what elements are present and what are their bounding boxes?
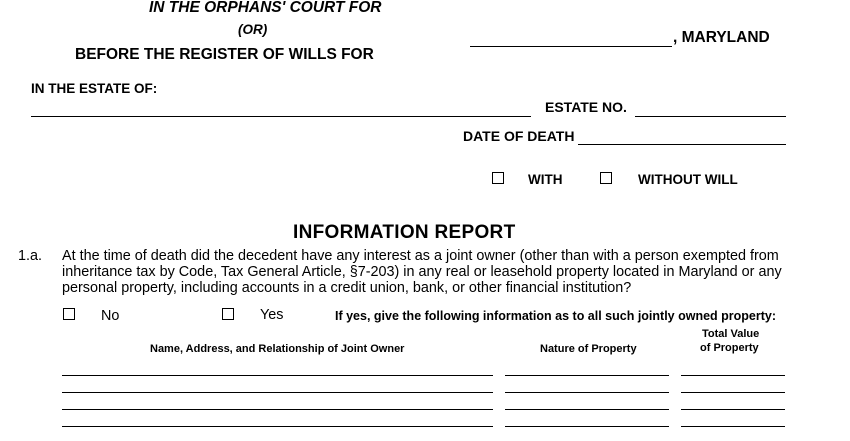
report-title: INFORMATION REPORT — [293, 222, 516, 243]
col-owner-header: Name, Address, and Relationship of Joint Owner — [150, 343, 405, 355]
estate-of-label: IN THE ESTATE OF: — [31, 81, 158, 96]
row-line — [505, 375, 669, 376]
with-will-checkbox[interactable] — [492, 172, 504, 184]
question-text-line-1: At the time of death did the decedent have any interest as a joint owner (other than with a person exempted from — [62, 248, 779, 264]
col-nature-header: Nature of Property — [540, 343, 637, 355]
question-number: 1.a. — [18, 248, 43, 264]
nature-field[interactable] — [507, 396, 667, 409]
row-line — [681, 375, 785, 376]
county-field[interactable] — [472, 30, 670, 46]
estate-name-line — [31, 116, 531, 117]
row-line — [62, 392, 493, 393]
register-heading: BEFORE THE REGISTER OF WILLS FOR — [75, 46, 374, 63]
row-line — [505, 409, 669, 410]
value-field[interactable] — [683, 396, 783, 409]
owner-field[interactable] — [64, 379, 491, 392]
estate-name-field[interactable] — [33, 100, 529, 116]
row-line — [62, 426, 493, 427]
row-line — [681, 409, 785, 410]
owner-field[interactable] — [64, 362, 491, 375]
without-will-label: WITHOUT WILL — [638, 172, 738, 187]
estate-no-line — [635, 116, 786, 117]
col-value-header-2: of Property — [700, 342, 759, 354]
value-field[interactable] — [683, 362, 783, 375]
question-text-line-3: personal property, including accounts in a credit union, bank, or other financial institution? — [62, 280, 632, 296]
question-text-line-2: inheritance tax by Code, Tax General Article, §7-203) in any real or leasehold property located in Maryland or any — [62, 264, 782, 280]
state-label: , MARYLAND — [673, 29, 770, 46]
estate-no-label: ESTATE NO. — [545, 99, 627, 115]
value-field[interactable] — [683, 379, 783, 392]
value-field[interactable] — [683, 413, 783, 426]
date-of-death-label: DATE OF DEATH — [463, 128, 575, 144]
county-line — [470, 46, 672, 47]
row-line — [62, 375, 493, 376]
estate-no-field[interactable] — [637, 100, 784, 116]
no-checkbox[interactable] — [63, 308, 75, 320]
row-line — [505, 392, 669, 393]
no-label: No — [101, 308, 120, 324]
nature-field[interactable] — [507, 379, 667, 392]
owner-field[interactable] — [64, 413, 491, 426]
row-line — [681, 392, 785, 393]
nature-field[interactable] — [507, 362, 667, 375]
row-line — [505, 426, 669, 427]
yes-checkbox[interactable] — [222, 308, 234, 320]
row-line — [681, 426, 785, 427]
col-value-header-1: Total Value — [702, 328, 760, 340]
yes-label: Yes — [260, 307, 284, 323]
row-line — [62, 409, 493, 410]
date-of-death-field[interactable] — [580, 128, 784, 144]
nature-field[interactable] — [507, 413, 667, 426]
court-heading: IN THE ORPHANS' COURT FOR — [149, 0, 382, 16]
date-of-death-line — [578, 144, 786, 145]
without-will-checkbox[interactable] — [600, 172, 612, 184]
owner-field[interactable] — [64, 396, 491, 409]
or-text: (OR) — [238, 22, 268, 37]
with-will-label: WITH — [528, 172, 563, 187]
if-yes-instruction: If yes, give the following information as to all such jointly owned property: — [335, 309, 777, 323]
